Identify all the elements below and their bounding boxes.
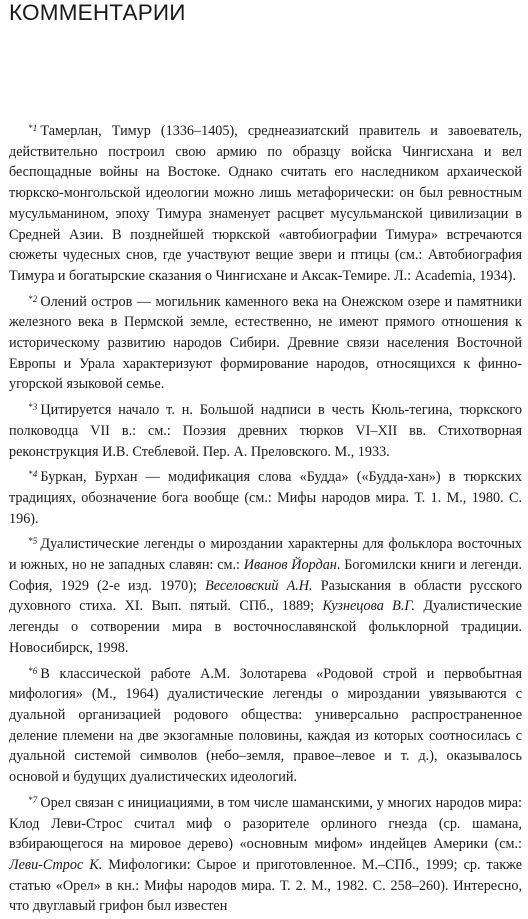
note-5 — [9, 531, 522, 658]
note-text: Буркан, Бурхан — модификация слова «Будда» («Будда-хан») в тюркских традициях, обозначение бога вообще (см.: Мифы народов мира. Т. 1. М., 1980. С. 196). — [9, 469, 522, 527]
note-text: Тамерлан, Тимур (1336–1405), среднеазиатский правитель и завоеватель, действительно построил свою армию по образцу войска Чингисхана и вел беспощадные войны на Востоке. Однако считать его наследником архаической тюркско-монгольской идеологии можно лишь метафорически: он был ревностным мусульманином, эпоху Тимура знаменует расцвет мусульманской цивилизации в Средней Азии. В позднейшей тюркской «автобиографии Тимура» встречаются сюжеты чудесных снов, где участвуют вещие звери и птицы (см.: Автобиография Тимура и богатырские сказания о Чингисхане и Аксак-Темире. Л.: Academia, 1934). — [9, 123, 522, 284]
note-marker: *5 — [28, 536, 38, 547]
note-4 — [9, 464, 522, 529]
note-text: Дуалистические легенды о сотворении мира в восточнославянской фольклорной традиции. Новосибирск, 1998. — [9, 598, 522, 656]
note-text: В классической работе А.М. Золотарева «Родовой строй и первобытная мифология» (М., 1964) дуалистические легенды о мироздании увязываются с дуальной организацией родового общества: универсально распространенное деление племени на две экзогамные половины, каждая из которых соотносилась с дуальной системой символов (небо–земля, правое–левое и т. д.), оказывалось основой и будущих дуалистических идеологий. — [9, 665, 522, 786]
note-marker: *1 — [28, 123, 38, 133]
note-text: Мифологики: Сырое и приготовленное. М.–СПб., 1999; ср. также статью «Орел» в кн.: Мифы народов мира. Т. 2. М., 1982. С. 258–260). Интересно, что двуглавый грифон был известен — [9, 856, 523, 915]
note-marker: *3 — [28, 402, 38, 413]
note-marker: *4 — [28, 469, 38, 480]
note-text: Разыскания в области русского духовного стиха. XI. Вып. пятый. СПб., 1889; — [9, 577, 522, 615]
note-3 — [9, 397, 522, 462]
note-text: Дуалистические легенды о мироздании характерны для фольклора восточных и южных, но не западных славян: см.: — [9, 536, 522, 574]
note-6 — [9, 661, 522, 788]
page-title: КОММЕНТАРИИ — [9, 0, 186, 25]
commentary-notes — [9, 118, 522, 919]
note-text: Цитируется начало т. н. Большой надписи в честь Кюль-тегина, тюркского полководца VII в.: см.: Поэзия древних тюрков VI–XII вв. Стихотворная реконструкция И.В. Стеблевой. Пер. А. Преловского. М., 1933. — [9, 402, 522, 460]
author-reference: Кузнецова В.Г. — [322, 598, 415, 615]
note-marker: *6 — [28, 665, 38, 676]
author-reference: Веселовский А.Н. — [205, 577, 313, 594]
note-7 — [9, 790, 522, 917]
note-text: . Богомилски книги и легенди. София, 1929 (2-е изд. 1970); — [9, 557, 522, 594]
note-2 — [9, 289, 522, 396]
author-reference: Иванов Йордан — [243, 557, 337, 574]
note-text: Орел связан с инициациями, в том числе шаманскими, у многих народов мира: Клод Леви-Строс считал миф о разорителе орлиного гнезда (ср. шамана, взбирающегося на мировое дерево) «основным мифом» индейцев Америки (см.: — [9, 794, 522, 853]
author-reference: Леви-Строс К. — [9, 856, 103, 873]
note-marker: *7 — [28, 794, 38, 805]
note-text: Олений остров — могильник каменного века на Онежском озере и памятники железного века в Пермской земле, естественно, не имеют прямого отношения к историческому развитию народов Сибири. Древние связи населения Восточной Европы и Урала характеризуют формирование народов, относящихся к финно-угорской языковой семье. — [9, 293, 522, 393]
note-1 — [9, 118, 522, 287]
note-marker: *2 — [28, 293, 38, 304]
